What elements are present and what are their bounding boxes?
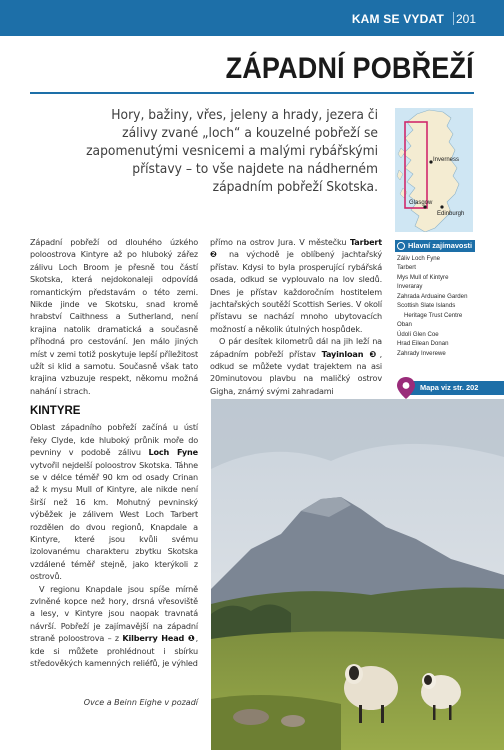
list-item: Hrad Eilean Donan bbox=[397, 340, 449, 348]
list-item: Scottish Slate Islands bbox=[397, 302, 456, 310]
header-separator bbox=[453, 12, 454, 25]
scotland-locator-map bbox=[395, 108, 473, 232]
page-number: 201 bbox=[455, 12, 476, 26]
list-item: Oban bbox=[397, 321, 412, 329]
map-reference bbox=[400, 381, 504, 395]
map-label-edinburgh: Edinburgh bbox=[437, 211, 465, 217]
photo-sheep-beinn-eighe bbox=[211, 399, 504, 750]
map-label-glasgow: Glasgow bbox=[409, 200, 433, 206]
list-item: Inveraray bbox=[397, 283, 423, 291]
text-column-2 bbox=[210, 236, 382, 397]
section-heading-kintyre: KINTYRE bbox=[30, 405, 81, 418]
paragraph-kintyre-2: V regionu Knapdale jsou spíše mírně zvlněné kopce než hory, drsná vřesoviště a lesy, v Kintyre jsou naopak travnatá návrší. Pobřeží je zajímavější na západní straně poloostrova – z Kilberry Head ❶, kde si můžete prohlédnout i sbírku středověkých kamenných reliéfů, je výhled bbox=[30, 583, 198, 668]
list-item: Zahrady Inverewe bbox=[397, 349, 446, 357]
list-item: Tarbert bbox=[397, 264, 416, 272]
map-reference-label: Mapa viz str. 202 bbox=[410, 381, 504, 395]
section-name: KAM SE VYDAT bbox=[351, 12, 444, 26]
map-pin-icon bbox=[396, 376, 416, 400]
page-title: ZÁPADNÍ POBŘEŽÍ bbox=[225, 52, 474, 85]
highlights-heading: Hlavní zajímavosti bbox=[395, 240, 475, 252]
highlights-icon bbox=[397, 242, 405, 250]
list-item: Mys Mull of Kintyre bbox=[397, 273, 449, 281]
highlights-list bbox=[397, 254, 487, 358]
list-item: Údolí Glen Coe bbox=[397, 330, 439, 338]
title-rule bbox=[30, 92, 474, 94]
paragraph-tayinloan: O pár desítek kilometrů dál na jih leží na západním pobřeží přístav Tayinloan ❸, odkud se můžete vydat trajektem na asi 20minutovou plavbu na maličký ostrov Gigha, známý svými zahradami bbox=[210, 336, 382, 396]
list-item: Heritage Trust Centre bbox=[404, 311, 463, 319]
paragraph-intro: Západní pobřeží od dlouhého úzkého poloostrova Kintyre až po hluboký zářez zálivu Loch Broom je přesně tou částí Skotska, která nejdokonaleji odpovídá romantickým představám o této zemi. Nikde jinde ve Skotsku, snad kromě hrabství Caithness a Sutherland, není krajina natolik dramatická a současně příhodná pro cestování. Jen málo jiných míst v zemi totiž poskytuje lepší příležitost užít si klid a samotu. Současně však tato krajina vzbuzuje respekt, někomu možná nahání i strach. bbox=[30, 237, 198, 396]
list-item: Zahrada Arduaine Garden bbox=[397, 292, 468, 300]
paragraph-kintyre-1: Oblast západního pobřeží začíná u ústí řeky Clyde, kde hluboký průnik moře do pevniny v podobě zálivu Loch Fyne vytvořil nejdelší poloostrov Skotska. Táhne se v délce téměř 90 km od osady Crinan až k mysu Mull of Kintyre, ale nikde není širší než 16 km. Mohutný pevninský výběžek je zálivem West Loch Tarbert rozdělen do dvou regionů, Knapdale a Kintyre, které jsou kvůli svému izolovanému charakteru zbytku Skotska vzdálené téměř stejně, jako kterýkoli z ostrovů. bbox=[30, 422, 199, 582]
photo-caption: Ovce a Beinn Eighe v pozadí bbox=[83, 698, 198, 707]
map-label-inverness: Inverness bbox=[433, 157, 460, 163]
header-bar bbox=[0, 0, 504, 36]
paragraph-tarbert: přímo na ostrov Jura. V městečku Tarbert ❷ na východě je oblíbený jachtařský přístav. Kdysi to byla prosperující rybářská osada, odkud se vyplouvalo na lov sledů. Dnes je přístav každoročním hostitelem jachtařských soutěží Scottish Series. V okolí přístavu se nachází mnoho ubytovacích možností a několik útulných hospůdek. bbox=[210, 237, 382, 334]
list-item: Záliv Loch Fyne bbox=[397, 255, 441, 262]
intro-text: Hory, bažiny, vřes, jeleny a hrady, jezera či zálivy zvané „loch“ a kouzelné pobřeží se zapomenutými vesnicemi a malými rybářskými přístavy – to vše najdete na nádherném západním pobřeží Skotska. bbox=[86, 108, 379, 195]
text-column-1 bbox=[30, 236, 198, 669]
